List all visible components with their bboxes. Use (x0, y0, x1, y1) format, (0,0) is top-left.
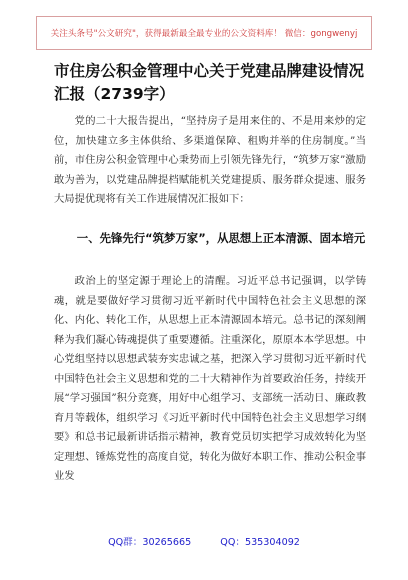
promo-banner (36, 16, 372, 50)
document-title: 市住房公积金管理中心关于党建品牌建设情况汇报（2739字） (54, 62, 365, 103)
footer-qq-number: QQ：535304092 (220, 537, 300, 548)
footer-contact (0, 534, 408, 548)
section-heading: 一、先锋先行“筑梦万家”，从思想上正本清源、固本培元 (76, 231, 366, 245)
promo-banner-text: 关注头条号"公文研究"，获得最新最全最专业的公文资料库！ 微信：gongwenyj (50, 29, 358, 39)
section-paragraph: 政治上的坚定源于理论上的清醒。习近平总书记强调，以学铸魂，就是要做好学习贯彻习近平新时代中国特色社会主义思想的深化、内化、转化工作，从思想上正本清源固本培元。总书记的深刻阐释为我们凝心铸魂提供了重要遵循。注重深化，原原本本学思想。中心党组坚持以思想武装夯实忠诚之基，把深入学习贯彻习近平新时代中国特色社会主义思想和党的二十大精神作为首要政治任务，持续开展“学习强国”积分竞赛，用好中心组学习、支部统一活动日、廉政教育月等载体，组织学习《习近平新时代中国特色社会主义思想学习纲要》和总书记最新讲话指示精神，教育党员切实把学习成效转化为坚定理想、锤炼党性的高度自觉，转化为做好本职工作、推动公积金事业发 (54, 275, 366, 482)
footer-qq-group: QQ群：30265665 (108, 537, 192, 548)
intro-paragraph: 党的二十大报告提出，“坚持房子是用来住的、不是用来炒的定位，加快建立多主体供给、多渠道保障、租购并举的住房制度。”当前，市住房公积金管理中心秉势而上引领先锋先行，“筑梦万家”激励敢为善为，以党建品牌提档赋能机关党建提质、服务群众提速、服务大局提优现将有关工作进展情况汇报如下： (54, 115, 366, 205)
